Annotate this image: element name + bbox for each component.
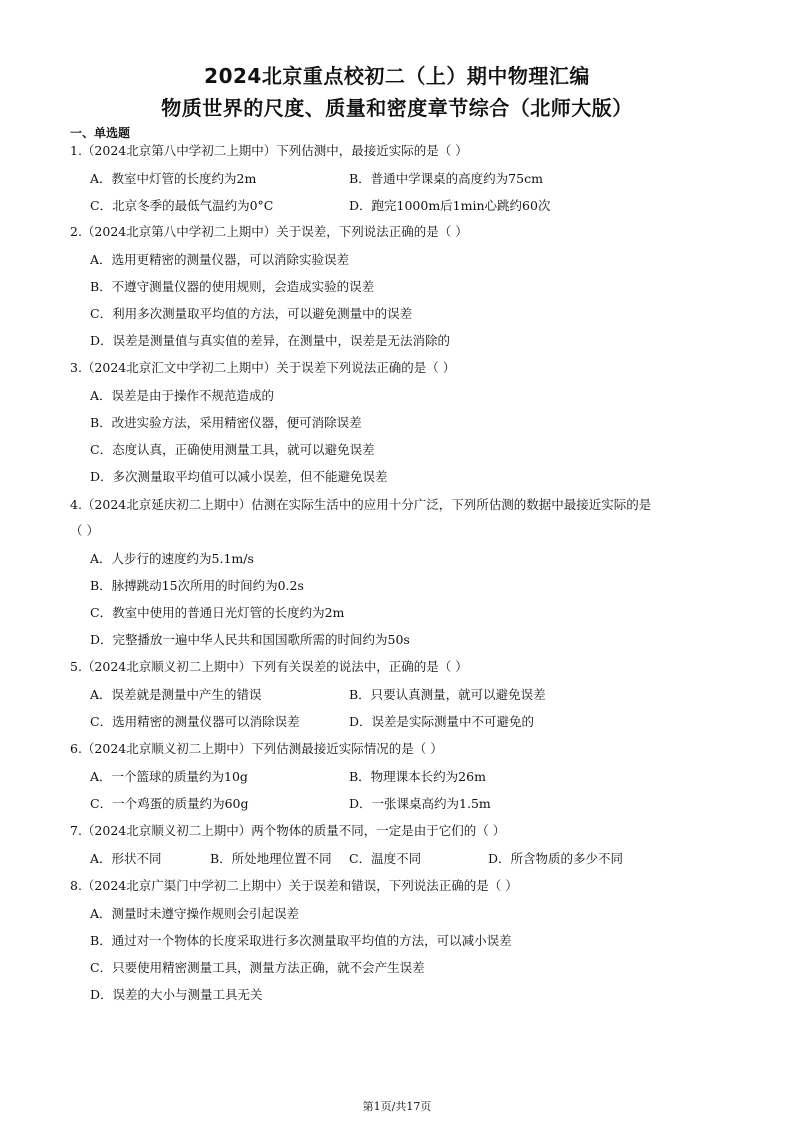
question-2-option-d: D．误差是测量值与真实值的差异，在测量中，误差是无法消除的 (90, 333, 451, 348)
question-3-option-a: A．误差是由于操作不规范造成的 (90, 388, 275, 403)
question-7-stem: 7.（2024北京顺义初二上期中）两个物体的质量不同，一定是由于它们的（ ） (70, 823, 506, 838)
question-8-option-a: A．测量时未遵守操作规则会引起误差 (90, 906, 300, 921)
question-5-option-d: D．误差是实际测量中不可避免的 (349, 714, 535, 729)
section-heading: 一、单选题 (70, 126, 131, 140)
question-7-option-c: C．温度不同 (349, 851, 422, 866)
question-3-option-c: C．态度认真，正确使用测量工具，就可以避免误差 (90, 442, 375, 457)
page-footer: 第1页/共17页 (362, 1100, 432, 1113)
question-3-option-d: D．多次测量取平均值可以减小误差，但不能避免误差 (90, 469, 388, 484)
question-5-option-b: B．只要认真测量，就可以避免误差 (349, 687, 546, 702)
question-8-stem: 8.（2024北京广渠门中学初二上期中）关于误差和错误，下列说法正确的是（ ） (70, 878, 518, 893)
question-6-stem: 6.（2024北京顺义初二上期中）下列估测最接近实际情况的是（ ） (70, 741, 443, 756)
question-6-option-d: D．一张课桌高约为1.5m (349, 796, 491, 811)
question-8-option-c: C．只要使用精密测量工具，测量方法正确，就不会产生误差 (90, 960, 425, 975)
question-7-option-a: A．形状不同 (90, 851, 162, 866)
question-1-option-a: A．教室中灯管的长度约为2m (90, 171, 257, 186)
question-6-option-a: A．一个篮球的质量约为10g (90, 769, 248, 784)
question-5-option-a: A．误差就是测量中产生的错误 (90, 687, 262, 702)
question-8-option-b: B．通过对一个物体的长度采取进行多次测量取平均值的方法，可以减小误差 (90, 933, 512, 948)
question-2-option-a: A．选用更精密的测量仪器，可以消除实验误差 (90, 252, 350, 267)
question-3-option-b: B．改进实验方法，采用精密仪器，便可消除误差 (90, 415, 362, 430)
document-title-line1: 2024北京重点校初二（上）期中物理汇编 (204, 64, 590, 88)
question-6-option-c: C．一个鸡蛋的质量约为60g (90, 796, 249, 811)
question-3-stem: 3.（2024北京汇文中学初二上期中）关于误差下列说法正确的是（ ） (70, 360, 456, 375)
question-1-stem: 1.（2024北京第八中学初二上期中）下列估测中，最接近实际的是（ ） (70, 143, 468, 158)
question-1-option-d: D．跑完1000m后1min心跳约60次 (349, 198, 551, 213)
question-5-option-c: C．选用精密的测量仪器可以消除误差 (90, 714, 300, 729)
document-title-line2: 物质世界的尺度、质量和密度章节综合（北师大版） (161, 96, 633, 120)
question-7-option-b: B．所处地理位置不同 (210, 851, 332, 866)
question-4-stem-line2: （ ） (70, 523, 99, 538)
question-5-stem: 5.（2024北京顺义初二上期中）下列有关误差的说法中，正确的是（ ） (70, 659, 468, 674)
question-6-option-b: B．物理课本长约为26m (349, 769, 486, 784)
question-4-option-c: C．教室中使用的普通日光灯管的长度约为2m (90, 605, 345, 620)
question-1-option-b: B．普通中学课桌的高度约为75cm (349, 171, 543, 186)
question-7-option-d: D．所含物质的多少不同 (488, 851, 624, 866)
question-2-stem: 2.（2024北京第八中学初二上期中）关于误差，下列说法正确的是（ ） (70, 224, 468, 239)
question-4-option-a: A．人步行的速度约为5.1m/s (90, 551, 254, 566)
question-4-option-d: D．完整播放一遍中华人民共和国国歌所需的时间约为50s (90, 632, 410, 647)
question-2-option-c: C．利用多次测量取平均值的方法，可以避免测量中的误差 (90, 306, 413, 321)
question-4-option-b: B．脉搏跳动15次所用的时间约为0.2s (90, 578, 304, 593)
question-1-option-c: C．北京冬季的最低气温约为0°C (90, 198, 274, 213)
question-2-option-b: B．不遵守测量仪器的使用规则，会造成实验的误差 (90, 279, 375, 294)
question-4-stem-line1: 4.（2024北京延庆初二上期中）估测在实际生活中的应用十分广泛，下列所估测的数据中最接近实际的是 (70, 497, 652, 512)
question-8-option-d: D．误差的大小与测量工具无关 (90, 987, 263, 1002)
